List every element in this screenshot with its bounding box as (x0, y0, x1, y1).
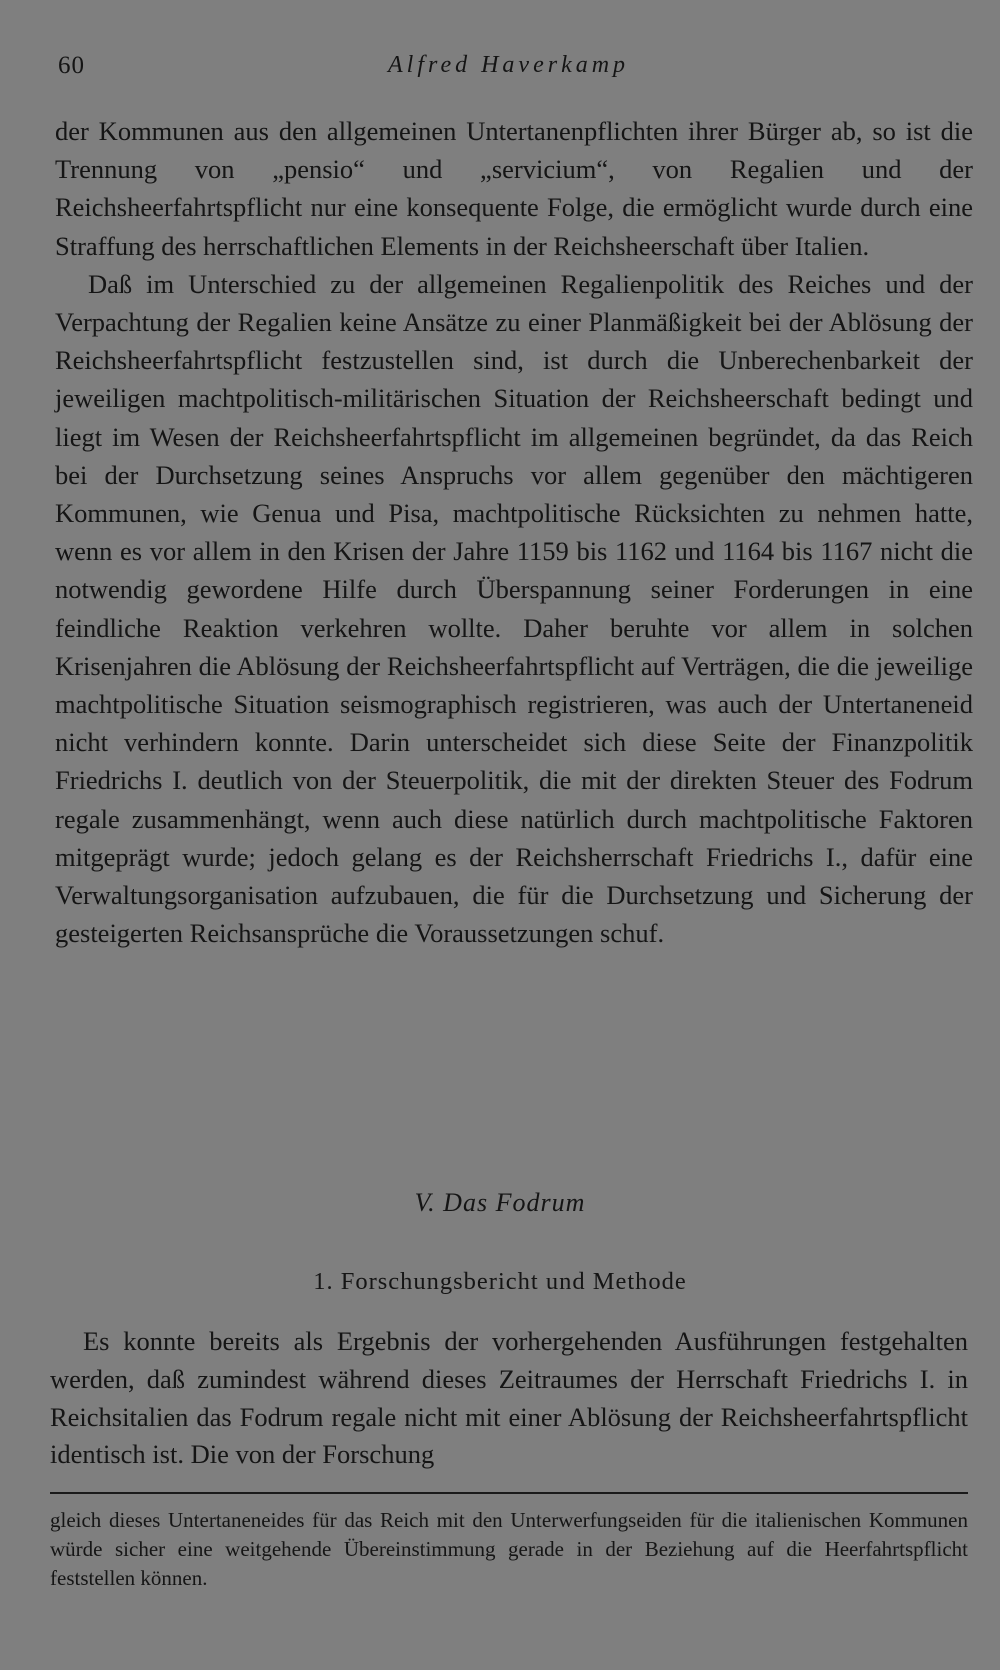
running-head (58, 52, 968, 92)
paragraph: Es konnte bereits als Ergebnis der vorhergehenden Ausführungen festgehalten werden, daß zumindest während dieses Zeitraumes der Herrschaft Friedrichs I. in Reichsitalien das Fodrum regale nicht mit einer Ablösung der Reichsheerfahrtspflicht identisch ist. Die von der Forschung (50, 1326, 968, 1470)
section-text (50, 1323, 968, 1474)
subsection-heading: 1. Forschungsbericht und Methode (313, 1268, 687, 1295)
section-heading: V. Das Fodrum (414, 1188, 586, 1217)
footnote-divider (50, 1492, 968, 1494)
main-text (55, 112, 973, 952)
page-number: 60 (58, 52, 85, 79)
running-title-author: Alfred Haverkamp (388, 52, 630, 78)
footnote (50, 1506, 968, 1593)
footnote-text: gleich dieses Untertaneneides für das Reich mit den Unterwerfungseiden für die italienischen Kommunen würde sicher eine weitgehende Übereinstimmung gerade in der Beziehung auf die Heerfahrtspflicht feststellen können. (50, 1508, 968, 1590)
paragraph: Daß im Unterschied zu der allgemeinen Regalienpolitik des Reiches und der Verpachtung der Regalien keine Ansätze zu einer Planmäßigkeit bei der Ablösung der Reichsheerfahrtspflicht festzustellen sind, ist durch die Unberechenbarkeit der jeweiligen machtpolitisch-militärischen Situation der Reichsheerschaft bedingt und liegt im Wesen der Reichsheerfahrtspflicht im allgemeinen begründet, da das Reich bei der Durchsetzung seines Anspruchs vor allem gegenüber den mächtigeren Kommunen, wie Genua und Pisa, machtpolitische Rücksichten zu nehmen hatte, wenn es vor allem in den Krisen der Jahre 1159 bis 1162 und 1164 bis 1167 nicht die notwendig gewordene Hilfe durch Überspannung seiner Forderungen in eine feindliche Reaktion verkehren wollte. Daher beruhte vor allem in solchen Krisenjahren die Ablösung der Reichsheerfahrtspflicht auf Verträgen, die die jeweilige machtpolitische Situation seismographisch registrieren, was auch der Untertaneneid nicht verhindern konnte. Darin unterscheidet sich diese Seite der Finanzpolitik Friedrichs I. deutlich von der Steuerpolitik, die mit der direkten Steuer des Fodrum regale zusammenhängt, wenn auch diese natürlich durch machtpolitische Faktoren mitgeprägt wurde; jedoch gelang es der Reichsherrschaft Friedrichs I., dafür eine Verwaltungsorganisation aufzubauen, die für die Durchsetzung und Sicherung der gesteigerten Reichsansprüche die Voraussetzungen schuf. (55, 268, 973, 949)
paragraph-continued: der Kommunen aus den allgemeinen Untertanenpflichten ihrer Bürger ab, so ist die Trennung von „pensio“ und „servicium“, von Regalien und der Reichsheerfahrtspflicht nur eine konsequente Folge, die ermöglicht wurde durch eine Straffung des herrschaftlichen Elements in der Reichsheerschaft über Italien. (55, 116, 973, 261)
